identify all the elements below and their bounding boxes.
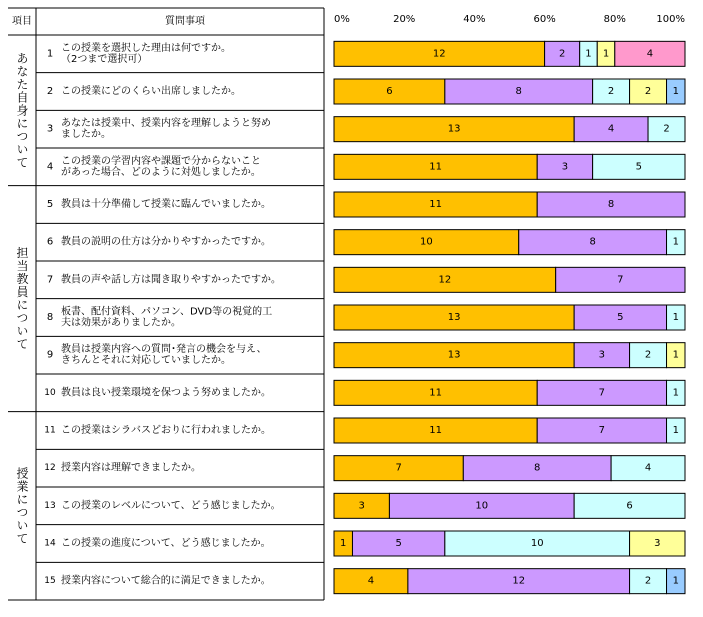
- question-text: 夫は効果がありましたか。: [61, 317, 181, 329]
- data-label: 12: [432, 48, 446, 60]
- question-number: 7: [46, 274, 54, 286]
- data-label: 3: [598, 349, 606, 361]
- data-label: 11: [429, 425, 442, 436]
- question-text: 授業内容について総合的に満足できましたか。: [61, 575, 271, 587]
- question-number: 3: [46, 123, 54, 135]
- question-number: 14: [44, 538, 56, 549]
- question-text: 教員は十分準備して授業に臨んでいましたか。: [61, 199, 271, 210]
- question-number: 8: [46, 312, 54, 323]
- question-number: 4: [46, 161, 54, 173]
- data-label: 8: [589, 236, 596, 248]
- question-number: 13: [44, 500, 56, 511]
- data-label: 1: [672, 425, 679, 436]
- plot-area: [334, 41, 685, 593]
- x-tick-label: 40%: [463, 14, 486, 25]
- data-label: 13: [447, 349, 461, 361]
- question-text: ましたか。: [61, 129, 111, 141]
- data-label: 2: [644, 575, 652, 587]
- data-label: 2: [558, 48, 566, 60]
- question-text: この授業にどのくらい出席しましたか。: [61, 86, 241, 97]
- data-label: 11: [429, 199, 442, 210]
- header-category-label: 項目: [12, 16, 32, 27]
- question-number: 9: [46, 349, 54, 361]
- question-text: 教員の説明の仕方は分かりやすかったですか。: [61, 236, 271, 248]
- question-text: この授業はシラバスどおりに行われましたか。: [61, 425, 271, 436]
- x-tick-label: 80%: [603, 14, 626, 25]
- data-label: 4: [607, 123, 615, 135]
- question-number: 15: [44, 576, 56, 587]
- data-label: 1: [602, 48, 610, 60]
- data-label: 3: [358, 500, 365, 512]
- x-tick-label: 0%: [334, 14, 350, 25]
- group-label: 担当教員について: [15, 246, 29, 351]
- data-label: 2: [644, 86, 652, 97]
- data-label: 12: [512, 575, 526, 587]
- question-text: 授業内容は理解できましたか。: [61, 462, 201, 474]
- question-number: 5: [46, 199, 54, 210]
- data-label: 2: [663, 123, 670, 135]
- question-text: この授業を選択した理由は何ですか。: [61, 42, 231, 54]
- data-label: 1: [672, 86, 679, 97]
- data-label: 1: [672, 575, 679, 587]
- data-label: 1: [672, 236, 679, 248]
- x-tick-label: 20%: [393, 14, 416, 25]
- data-label: 6: [626, 500, 633, 512]
- data-label: 12: [438, 274, 452, 286]
- data-label: 11: [429, 161, 442, 173]
- header-question-label: 質問事項: [165, 16, 205, 27]
- question-number: 1: [46, 48, 54, 60]
- data-label: 4: [646, 48, 654, 60]
- x-tick-label: 100%: [656, 14, 685, 25]
- data-label: 8: [607, 199, 615, 210]
- data-label: 1: [672, 312, 679, 323]
- question-text: きちんとそれに対応していましたか。: [61, 355, 231, 367]
- question-text: この授業の学習内容や課題で分からないこと: [61, 155, 261, 167]
- group-label: あなた自身について: [15, 51, 29, 169]
- data-label: 3: [561, 161, 569, 173]
- question-number: 2: [46, 86, 54, 97]
- data-label: 7: [598, 387, 606, 399]
- data-label: 8: [515, 86, 522, 97]
- question-labels: [44, 41, 281, 587]
- group-label: 授業について: [15, 466, 29, 545]
- data-label: 11: [429, 387, 442, 399]
- x-tick-label: 60%: [533, 14, 556, 25]
- data-label: 13: [447, 312, 461, 323]
- question-text: あなたは授業中、授業内容を理解しようと努め: [61, 118, 271, 130]
- data-label: 6: [386, 86, 393, 97]
- data-label: 7: [598, 425, 606, 436]
- question-text: 教員の声や話し方は聞き取りやすかったですか。: [61, 274, 281, 286]
- x-axis: [334, 14, 685, 25]
- data-label: 5: [395, 538, 402, 549]
- data-label: 4: [367, 575, 375, 587]
- data-label: 8: [534, 462, 541, 474]
- question-number: 6: [46, 236, 54, 248]
- question-text: この授業のレベルについて、どう感じましたか。: [61, 500, 281, 512]
- data-label: 1: [585, 48, 592, 60]
- question-text: があった場合、どのように対処しましたか。: [61, 166, 261, 178]
- data-label: 10: [475, 500, 489, 512]
- data-label: 1: [672, 349, 679, 361]
- data-label: 2: [644, 349, 652, 361]
- question-text: （2つまで選択可）: [61, 53, 148, 65]
- data-label: 7: [617, 274, 624, 286]
- question-text: この授業の進度について、どう感じましたか。: [61, 538, 271, 549]
- data-label: 2: [607, 86, 615, 97]
- question-text: 教員は良い授業環境を保つよう努めましたか。: [61, 387, 271, 399]
- question-number: 12: [44, 463, 56, 474]
- data-label: 1: [340, 538, 347, 549]
- data-label: 10: [530, 538, 544, 549]
- data-label: 3: [654, 538, 661, 549]
- data-label: 10: [420, 236, 433, 248]
- question-text: 板書、配付資料、パソコン、DVD等の視覚的工: [61, 306, 273, 318]
- data-label: 7: [395, 462, 402, 474]
- data-label: 5: [617, 312, 624, 323]
- question-number: 11: [44, 425, 56, 436]
- data-label: 1: [672, 387, 679, 399]
- question-number: 10: [44, 387, 56, 398]
- data-label: 13: [447, 123, 461, 135]
- data-label: 4: [644, 462, 652, 474]
- question-text: 教員は授業内容への質問･発言の機会を与え、: [61, 344, 267, 356]
- data-label: 5: [635, 161, 643, 173]
- group-labels: [15, 52, 29, 545]
